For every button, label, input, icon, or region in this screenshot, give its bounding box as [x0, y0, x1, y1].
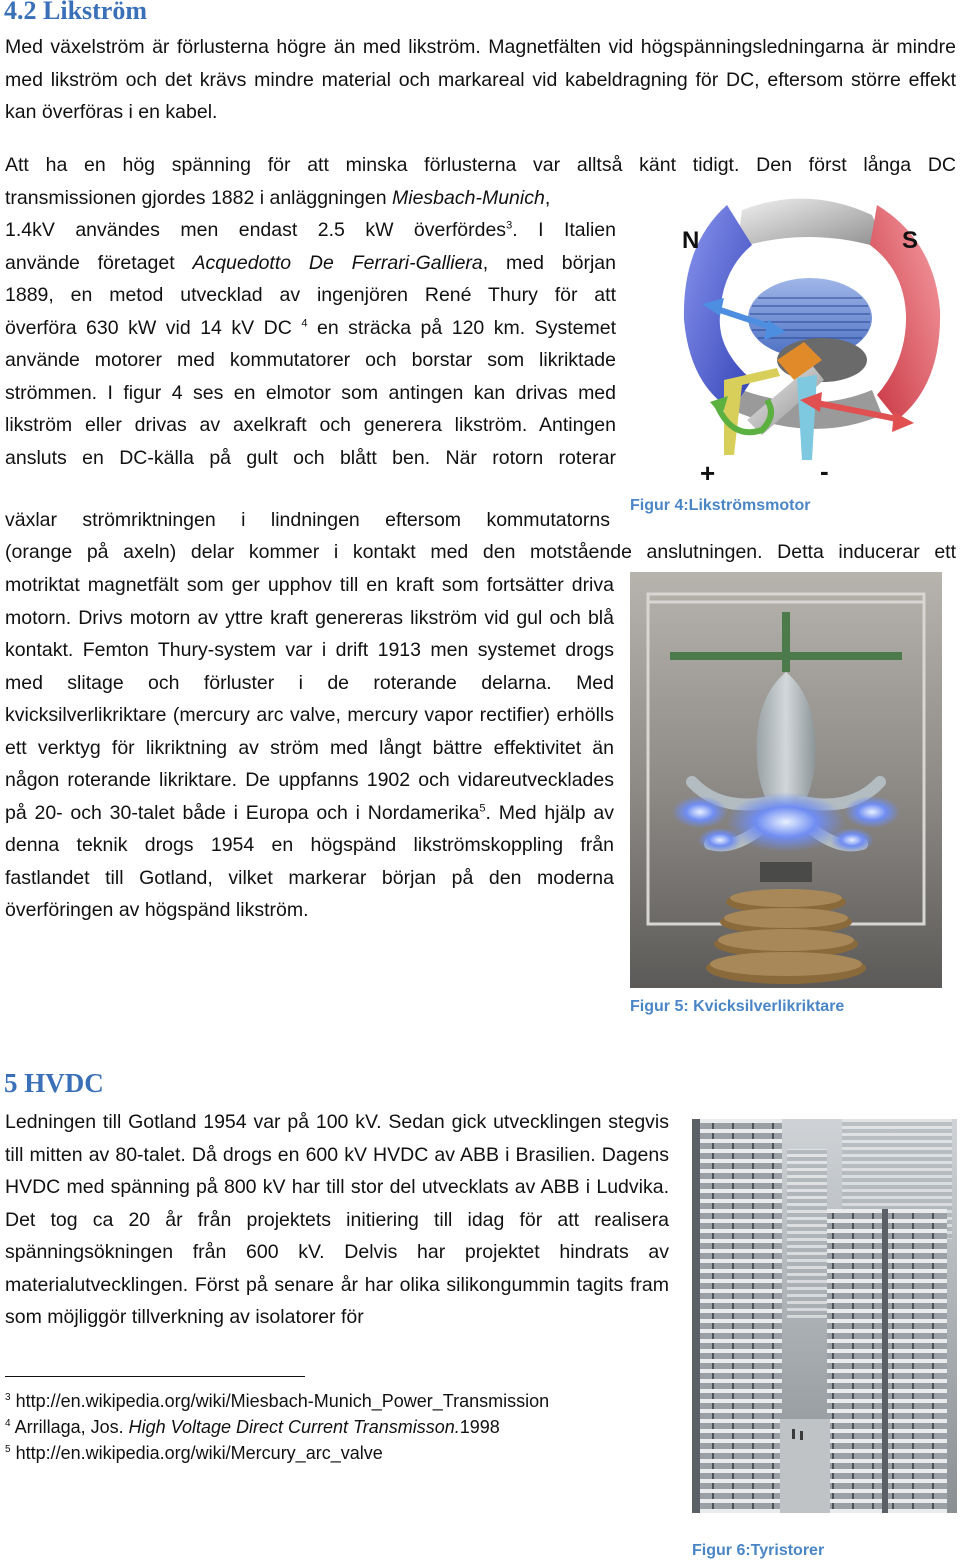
thyristor-valve-hall-photo	[692, 1119, 957, 1513]
figure-6-caption: Figur 6:Tyristorer	[692, 1542, 825, 1559]
mercury-arc-valve-photo	[630, 572, 942, 988]
footnote-link[interactable]: http://en.wikipedia.org/wiki/Mercury_arc_valve	[15, 1443, 383, 1463]
text-line: använde företaget Acquedotto De Ferrari-Galliera, med början	[5, 251, 616, 274]
footnote-5: $^5$ http://en.wikipedia.org/wiki/Mercury_arc_valve	[5, 1443, 383, 1463]
footnote-link[interactable]: http://en.wikipedia.org/wiki/Miesbach-Munich_Power_Transmission	[15, 1391, 550, 1411]
text-line: använde motorer med kommutatorer och borstar som likriktade	[5, 349, 616, 371]
label-plus: +	[700, 458, 716, 488]
label-s: S	[902, 227, 919, 254]
label-minus: -	[820, 456, 829, 486]
footnote-ref-4[interactable]: 4	[301, 317, 308, 329]
footnote-ref-5[interactable]: 5	[479, 802, 486, 814]
section-heading-5: 5 HVDC	[4, 1068, 104, 1098]
dc-motor-illustration	[672, 190, 954, 490]
figure-dc-motor	[672, 190, 954, 490]
paragraph-mercury-arc: motriktat magnetfält som ger upphov till en kraft som fortsätter driva motorn. Drivs motorn av yttre kraft genereras likström vid gul och blå kontakt. Femton Thury-system var i drift 1913 men systemet drogs med slitage och förluster i de roterande delarna. Med kvicksilverlikriktare (mercury arc valve, mercury vapor rectifier) erhölls ett verktyg för likriktning av ström med långt bättre effektivitet än någon roterande likriktare. De uppfanns 1902 och vidareutvecklades på 20- och 30-talet både i Europa och i Nordamerika$^5$. Med hjälp av denna teknik drogs 1954 en högspänd likströmskoppling från fastlandet till Gotland, vilket markerar början på den moderna överföringen av högspänd likström.	[5, 574, 614, 921]
text-line: 1.4kV användes men endast 2.5 kW överfördes$^3$. I Italien	[5, 219, 616, 241]
figure-4-caption: Figur 4:Likströmsmotor	[630, 497, 811, 514]
text-line: växlar strömriktningen i lindningen eftersom kommutatorns	[5, 509, 610, 531]
figure-mercury-arc-valve	[630, 572, 942, 988]
figure-5-caption: Figur 5: Kvicksilverlikriktare	[630, 998, 845, 1015]
section-heading-4-2: 4.2 Likström	[4, 0, 147, 25]
text-line: strömmen. I figur 4 ses en elmotor som antingen kan drivas med	[5, 381, 616, 404]
text-line: 1889, en metod utvecklad av ingenjören René Thury för att	[5, 284, 616, 306]
footnotes	[5, 1388, 665, 1466]
paragraph-history-wrapped	[5, 214, 616, 474]
footnote-4: $^4$ Arrillaga, Jos. High Voltage Direct Current Transmisson.1998	[5, 1417, 500, 1437]
blue-lead	[797, 375, 817, 460]
text-line: (orange på axeln) delar kommer i kontakt med den motstående anslutningen. Detta inducerar ett	[5, 541, 956, 563]
figure-thyristors	[692, 1119, 957, 1513]
footnote-separator	[5, 1376, 305, 1377]
footnote-3: $^3$ http://en.wikipedia.org/wiki/Miesbach-Munich_Power_Transmission	[5, 1391, 550, 1411]
text-line: transmissionen gjordes 1882 i anläggningen Miesbach-Munich,	[5, 186, 551, 209]
text-line: Att ha en hög spänning för att minska förlusterna var alltså känt tidigt. Den först långa DC	[5, 154, 956, 176]
label-n: N	[682, 227, 700, 254]
text-line: ansluts en DC-källa på gult och blått ben. När rotorn roterar	[5, 446, 616, 469]
text-line: likström eller drivas av axelkraft och generera likström. Antingen	[5, 414, 616, 436]
text-line: överföra 630 kW vid 14 kV DC $^4$ en sträcka på 120 km. Systemet	[5, 316, 616, 339]
paragraph-ac-dc-losses: Med växelström är förlusterna högre än med likström. Magnetfälten vid högspänningsledningarna är mindre med likström och det krävs mindre material och markareal vid kabeldragning för DC, eftersom större effekt kan överföras i en kabel.	[5, 36, 956, 123]
footnote-ref-3[interactable]: 3	[506, 219, 513, 232]
paragraph-hvdc: Ledningen till Gotland 1954 var på 100 kV. Sedan gick utvecklingen stegvis till mitten av 80-talet. Då drogs en 600 kV HVDC av ABB i Brasilien. Dagens HVDC med spänning på 800 kV har till stor del utvecklats av ABB i Ludvika. Det tog ca 20 år från projektets initiering till idag för att realisera spänningsökningen från 600 kV. Delvis har projektet hindrats av materialutvecklingen. Först på senare år har olika silikongummin tagits fram som möjliggör tillverkning av isolatorer för	[5, 1111, 669, 1328]
